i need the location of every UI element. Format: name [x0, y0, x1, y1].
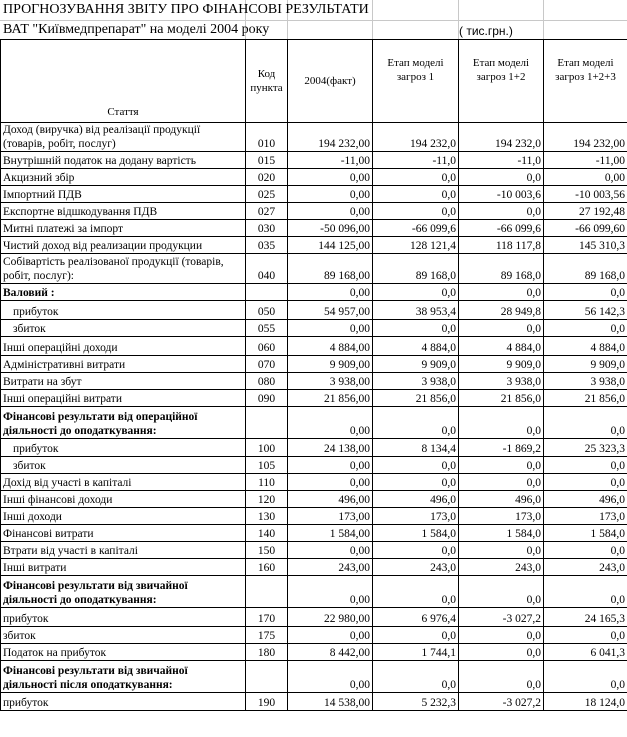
financial-results-table [0, 39, 627, 711]
row-stage1-value: 5 232,3 [373, 693, 459, 711]
row-stage1-value: 89 168,0 [373, 254, 459, 284]
row-stage1-value: 1 584,0 [373, 525, 459, 542]
table-row [1, 407, 627, 439]
row-code: 180 [246, 644, 288, 661]
row-label: Акцизний збір [1, 169, 246, 186]
row-stage1-value: 4 884,0 [373, 337, 459, 356]
row-fact-value: 0,00 [288, 186, 373, 203]
row-stage12-value: 28 949,8 [459, 301, 544, 320]
table-row [1, 693, 627, 711]
row-stage12-value: 0,0 [459, 203, 544, 220]
row-stage123-value: 145 310,3 [544, 237, 627, 254]
row-label: Імпортний ПДВ [1, 186, 246, 203]
stage1-header-label: Етап моделі загроз 1 [387, 57, 444, 83]
row-stage123-value: 4 884,0 [544, 337, 627, 356]
row-fact-value: 0,00 [288, 169, 373, 186]
row-stage12-value: 194 232,0 [459, 123, 544, 152]
row-stage123-value: 25 323,3 [544, 439, 627, 457]
row-code: 070 [246, 356, 288, 373]
row-label: Інші витрати [1, 559, 246, 576]
row-fact-value: 89 168,00 [288, 254, 373, 284]
row-stage1-value: 496,0 [373, 491, 459, 508]
row-label: Інші фінансові доходи [1, 491, 246, 508]
row-code: 130 [246, 508, 288, 525]
row-stage123-value: 0,00 [544, 169, 627, 186]
row-stage123-value: 18 124,0 [544, 693, 627, 711]
table-row [1, 491, 627, 508]
table-row [1, 152, 627, 169]
row-fact-value: 54 957,00 [288, 301, 373, 320]
row-stage12-value: 21 856,0 [459, 390, 544, 407]
row-stage123-value: 89 168,0 [544, 254, 627, 284]
row-label: Фінансові результати від звичайної діяльності після оподаткування: [1, 661, 246, 693]
row-stage123-value: 24 165,3 [544, 608, 627, 627]
row-fact-value: 0,00 [288, 320, 373, 337]
row-stage123-value: 243,0 [544, 559, 627, 576]
row-stage12-value: 1 584,0 [459, 525, 544, 542]
row-label: Митні платежі за імпорт [1, 220, 246, 237]
row-stage12-value: -1 869,2 [459, 439, 544, 457]
row-stage123-value: 0,0 [544, 407, 627, 439]
row-code: 090 [246, 390, 288, 407]
column-header-code [246, 40, 288, 123]
row-label: збиток [1, 320, 246, 337]
column-header-stage12 [459, 40, 544, 123]
table-row [1, 186, 627, 203]
row-label: Фінансові витрати [1, 525, 246, 542]
table-row [1, 439, 627, 457]
row-stage1-value: 243,0 [373, 559, 459, 576]
row-label: Доход (виручка) від реалізації продукції (товарів, робіт, послуг) [1, 123, 246, 152]
row-fact-value: 144 125,00 [288, 237, 373, 254]
row-stage1-value: 0,0 [373, 576, 459, 608]
row-fact-value: 194 232,00 [288, 123, 373, 152]
row-code: 160 [246, 559, 288, 576]
table-row [1, 474, 627, 491]
row-label: Експортне відшкодування ПДВ [1, 203, 246, 220]
row-fact-value: 0,00 [288, 284, 373, 301]
table-row [1, 661, 627, 693]
row-label: Собівартість реалізованої продукції (товарів, робіт, послуг): [1, 254, 246, 284]
row-stage1-value: 0,0 [373, 542, 459, 559]
row-fact-value: 9 909,00 [288, 356, 373, 373]
row-stage123-value: 1 584,0 [544, 525, 627, 542]
row-label: Валовий : [1, 284, 246, 301]
row-stage123-value: 0,0 [544, 284, 627, 301]
report-title: ПРОГНОЗУВАННЯ ЗВІТУ ПРО ФІНАНСОВІ РЕЗУЛЬТАТИ [3, 2, 369, 17]
row-stage12-value: 0,0 [459, 407, 544, 439]
row-label: збиток [1, 457, 246, 474]
row-stage1-value: 173,0 [373, 508, 459, 525]
row-fact-value: 14 538,00 [288, 693, 373, 711]
table-row [1, 576, 627, 608]
row-stage1-value: 1 744,1 [373, 644, 459, 661]
row-code: 110 [246, 474, 288, 491]
stage12-header-label: Етап моделі загроз 1+2 [472, 57, 530, 83]
row-code: 190 [246, 693, 288, 711]
row-fact-value: 173,00 [288, 508, 373, 525]
row-stage123-value: 21 856,0 [544, 390, 627, 407]
row-code: 060 [246, 337, 288, 356]
table-row [1, 508, 627, 525]
row-stage12-value: 0,0 [459, 284, 544, 301]
row-fact-value: 22 980,00 [288, 608, 373, 627]
table-row [1, 542, 627, 559]
column-header-fact [288, 40, 373, 123]
row-label: прибуток [1, 693, 246, 711]
row-stage123-value: 194 232,00 [544, 123, 627, 152]
row-stage123-value: -66 099,60 [544, 220, 627, 237]
row-fact-value: -11,00 [288, 152, 373, 169]
row-code: 150 [246, 542, 288, 559]
row-fact-value: 24 138,00 [288, 439, 373, 457]
row-code: 140 [246, 525, 288, 542]
row-stage123-value: -11,00 [544, 152, 627, 169]
row-stage123-value: 496,0 [544, 491, 627, 508]
table-row [1, 237, 627, 254]
row-fact-value: 0,00 [288, 576, 373, 608]
row-fact-value: 0,00 [288, 661, 373, 693]
row-stage123-value: 9 909,0 [544, 356, 627, 373]
row-stage1-value: 0,0 [373, 186, 459, 203]
row-code: 170 [246, 608, 288, 627]
row-code [246, 576, 288, 608]
row-code: 010 [246, 123, 288, 152]
row-stage12-value: 0,0 [459, 320, 544, 337]
row-label: Дохід від участі в капіталі [1, 474, 246, 491]
row-stage12-value: 496,0 [459, 491, 544, 508]
row-fact-value: -50 096,00 [288, 220, 373, 237]
row-stage1-value: 21 856,0 [373, 390, 459, 407]
row-fact-value: 0,00 [288, 627, 373, 644]
row-stage1-value: 0,0 [373, 474, 459, 491]
row-code: 105 [246, 457, 288, 474]
row-stage1-value: 0,0 [373, 169, 459, 186]
row-stage12-value: -3 027,2 [459, 608, 544, 627]
row-label: Адміністративні витрати [1, 356, 246, 373]
row-code [246, 661, 288, 693]
row-stage123-value: -10 003,56 [544, 186, 627, 203]
row-stage12-value: 0,0 [459, 661, 544, 693]
row-code: 055 [246, 320, 288, 337]
row-stage12-value: -3 027,2 [459, 693, 544, 711]
row-stage12-value: 0,0 [459, 576, 544, 608]
row-label: Витрати на збут [1, 373, 246, 390]
row-stage12-value: 243,0 [459, 559, 544, 576]
row-stage1-value: 0,0 [373, 203, 459, 220]
row-label: Інші доходи [1, 508, 246, 525]
row-stage123-value: 173,0 [544, 508, 627, 525]
row-code: 175 [246, 627, 288, 644]
row-stage12-value: 89 168,0 [459, 254, 544, 284]
row-stage123-value: 6 041,3 [544, 644, 627, 661]
table-body [1, 123, 627, 711]
row-code: 025 [246, 186, 288, 203]
table-row [1, 254, 627, 284]
row-code: 020 [246, 169, 288, 186]
table-row [1, 169, 627, 186]
code-header-label: Код пункта [250, 68, 283, 94]
row-fact-value: 0,00 [288, 457, 373, 474]
row-stage123-value: 0,0 [544, 661, 627, 693]
table-row [1, 644, 627, 661]
table-row [1, 123, 627, 152]
row-label: Фінансові результати від звичайної діяльності до оподаткування: [1, 576, 246, 608]
row-fact-value: 0,00 [288, 542, 373, 559]
row-fact-value: 0,00 [288, 203, 373, 220]
column-header-stage123 [544, 40, 627, 123]
row-label: прибуток [1, 608, 246, 627]
row-stage123-value: 0,0 [544, 320, 627, 337]
row-label: Втрати від участі в капіталі [1, 542, 246, 559]
row-stage1-value: -66 099,6 [373, 220, 459, 237]
table-row [1, 608, 627, 627]
row-label: Фінансові результати від операційної діяльності до оподаткування: [1, 407, 246, 439]
table-row [1, 525, 627, 542]
row-stage123-value: 0,0 [544, 576, 627, 608]
row-stage1-value: 0,0 [373, 407, 459, 439]
row-fact-value: 0,00 [288, 474, 373, 491]
fact-header-label: 2004(факт) [304, 75, 356, 87]
row-stage1-value: 8 134,4 [373, 439, 459, 457]
row-stage123-value: 0,0 [544, 542, 627, 559]
row-stage12-value: 118 117,8 [459, 237, 544, 254]
row-stage123-value: 0,0 [544, 474, 627, 491]
row-stage1-value: 0,0 [373, 627, 459, 644]
units-label: ( тис.грн.) [459, 24, 513, 38]
row-code: 120 [246, 491, 288, 508]
row-label: прибуток [1, 301, 246, 320]
row-stage1-value: 0,0 [373, 320, 459, 337]
row-fact-value: 243,00 [288, 559, 373, 576]
row-stage1-value: 0,0 [373, 457, 459, 474]
row-label: Внутрішній податок на додану вартість [1, 152, 246, 169]
row-fact-value: 0,00 [288, 407, 373, 439]
row-stage12-value: -10 003,6 [459, 186, 544, 203]
row-stage123-value: 0,0 [544, 457, 627, 474]
row-stage1-value: 0,0 [373, 661, 459, 693]
row-label: Чистий доход від реализации продукции [1, 237, 246, 254]
row-fact-value: 21 856,00 [288, 390, 373, 407]
row-stage1-value: 3 938,0 [373, 373, 459, 390]
row-fact-value: 3 938,00 [288, 373, 373, 390]
table-row [1, 337, 627, 356]
row-stage1-value: 38 953,4 [373, 301, 459, 320]
row-stage12-value: 0,0 [459, 457, 544, 474]
row-code: 027 [246, 203, 288, 220]
table-row [1, 203, 627, 220]
row-code: 015 [246, 152, 288, 169]
table-row [1, 320, 627, 337]
article-header-label: Стаття [107, 106, 139, 118]
row-stage12-value: -66 099,6 [459, 220, 544, 237]
table-row [1, 627, 627, 644]
row-label: Інші операційні витрати [1, 390, 246, 407]
row-code: 030 [246, 220, 288, 237]
table-row [1, 301, 627, 320]
row-stage12-value: 0,0 [459, 627, 544, 644]
row-fact-value: 496,00 [288, 491, 373, 508]
row-stage123-value: 0,0 [544, 627, 627, 644]
row-stage1-value: 128 121,4 [373, 237, 459, 254]
row-code [246, 407, 288, 439]
table-row [1, 457, 627, 474]
row-stage12-value: 173,0 [459, 508, 544, 525]
row-stage123-value: 56 142,3 [544, 301, 627, 320]
column-header-stage1 [373, 40, 459, 123]
row-stage1-value: -11,0 [373, 152, 459, 169]
row-stage1-value: 9 909,0 [373, 356, 459, 373]
stage123-header-label: Етап моделі загроз 1+2+3 [555, 57, 616, 83]
row-stage12-value: 0,0 [459, 474, 544, 491]
row-stage123-value: 27 192,48 [544, 203, 627, 220]
row-stage12-value: 0,0 [459, 542, 544, 559]
row-stage12-value: 0,0 [459, 169, 544, 186]
table-row [1, 220, 627, 237]
row-code: 050 [246, 301, 288, 320]
table-row [1, 356, 627, 373]
row-stage12-value: 3 938,0 [459, 373, 544, 390]
table-row [1, 559, 627, 576]
row-fact-value: 8 442,00 [288, 644, 373, 661]
row-stage1-value: 0,0 [373, 284, 459, 301]
report-subtitle: ВАТ "Київмедпрепарат" на моделі 2004 року [3, 22, 270, 37]
row-stage12-value: 0,0 [459, 644, 544, 661]
table-row [1, 390, 627, 407]
row-stage123-value: 3 938,0 [544, 373, 627, 390]
header-row [1, 40, 627, 123]
row-stage12-value: 9 909,0 [459, 356, 544, 373]
row-stage12-value: -11,0 [459, 152, 544, 169]
row-code: 080 [246, 373, 288, 390]
row-label: Податок на прибуток [1, 644, 246, 661]
row-code: 040 [246, 254, 288, 284]
row-label: збиток [1, 627, 246, 644]
row-label: прибуток [1, 439, 246, 457]
row-code: 035 [246, 237, 288, 254]
row-code [246, 284, 288, 301]
row-stage1-value: 6 976,4 [373, 608, 459, 627]
row-fact-value: 4 884,00 [288, 337, 373, 356]
table-row [1, 284, 627, 301]
column-header-article [1, 40, 246, 123]
row-stage1-value: 194 232,0 [373, 123, 459, 152]
row-stage12-value: 4 884,0 [459, 337, 544, 356]
row-label: Інші операційні доходи [1, 337, 246, 356]
row-code: 100 [246, 439, 288, 457]
table-row [1, 373, 627, 390]
row-fact-value: 1 584,00 [288, 525, 373, 542]
